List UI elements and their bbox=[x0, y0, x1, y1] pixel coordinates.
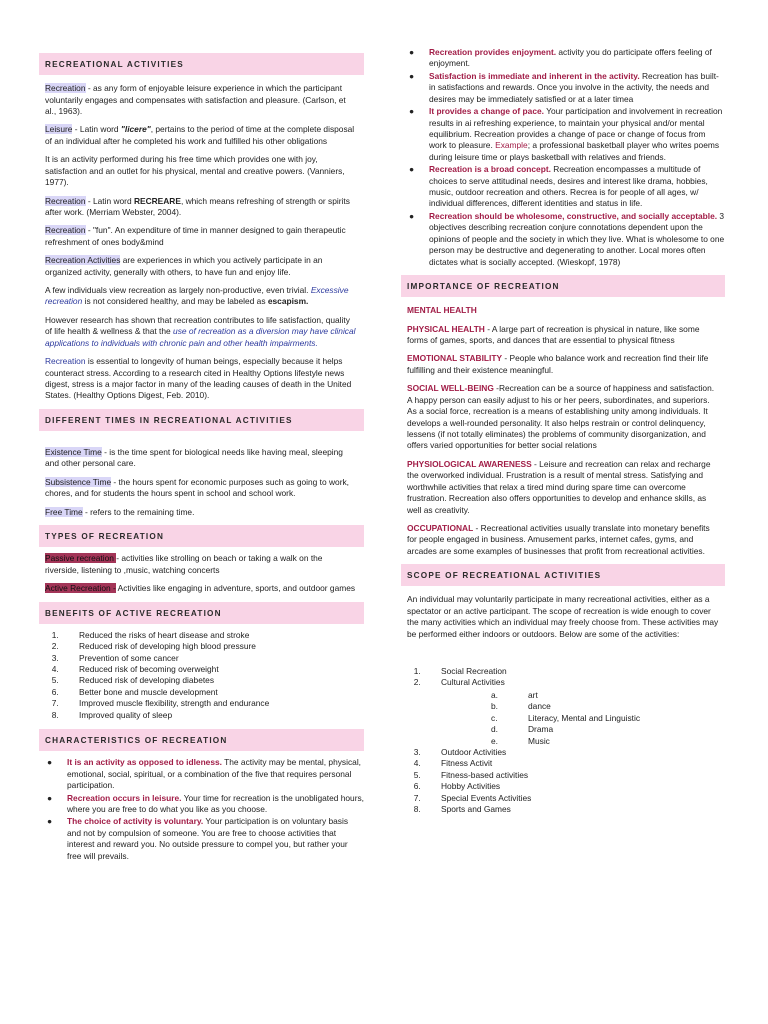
list-item: 3. Outdoor Activities bbox=[423, 747, 725, 758]
list-item: ● It is an activity as opposed to idleness. The activity may be mental, physical, emotional, social, spiritual, or a combination of the five that requires personal participation. bbox=[47, 757, 362, 791]
importance-emotional: EMOTIONAL STABILITY - People who balance work and recreation find their life fulfilling and their existence meaningful. bbox=[407, 353, 709, 375]
list-item: ● The choice of activity is voluntary. Your participation is on voluntary basis and not by compulsion of someone. You are free to choose activities that interest and reward you. No outside pressure to compel you, but rather your free will prevails. bbox=[47, 816, 349, 861]
characteristics-list bbox=[39, 757, 364, 862]
list-item bbox=[491, 713, 725, 724]
definition-recreation-1: Recreation - as any form of enjoyable leisure experience in which the participant voluntarily engages and compensates with satisfaction and pleasure. (Carlson, et al., 1963). bbox=[45, 83, 346, 116]
importance-social: SOCIAL WELL-BEING -Recreation can be a source of happiness and satisfaction. A happy person can easily adjust to his or her peers, subordinates, and superiors. As a social force, recreation is a means of establishing unity among individuals. It develops a well-rounded personality. It also helps restrain or control delinquency, lessens (if not totally eliminates) the problems of community disorganization, and offers varied opportunities for better social relations bbox=[407, 383, 715, 451]
list-item: ● Recreation provides enjoyment. activity you do participate offers feeling of enjoyment. bbox=[409, 47, 712, 69]
list-item: 8. Sports and Games bbox=[423, 804, 725, 815]
list-letter: d. bbox=[491, 724, 498, 735]
list-item: 3. Prevention of some cancer bbox=[61, 653, 364, 664]
paragraph-escapism: A few individuals view recreation as largely non-productive, even trivial. Excessive recreation is not considered healthy, and may be labeled as escapism. bbox=[45, 285, 349, 307]
right-column bbox=[401, 0, 725, 824]
scope-list bbox=[401, 666, 725, 747]
importance-occupational: OCCUPATIONAL - Recreational activities usually translate into monetary benefits for people engaged in business. Amusement parks, internet cafes, gyms, and arcades are some examples of businesses that profit from recreational activities. bbox=[407, 522, 710, 556]
bullet-icon: ● bbox=[409, 164, 415, 175]
section-heading-recreational-activities: RECREATIONAL ACTIVITIES bbox=[39, 53, 364, 75]
section-heading-types: TYPES OF RECREATION bbox=[39, 525, 364, 547]
section-heading-benefits: BENEFITS OF ACTIVE RECREATION bbox=[39, 602, 364, 624]
list-label: dance bbox=[528, 701, 551, 712]
definition-recreation-activities: Recreation Activities are experiences in which you actively participate in an organized activity, generally with others, to have fun and enjoy life. bbox=[45, 255, 323, 277]
list-label: Literacy, Mental and Linguistic bbox=[528, 712, 641, 723]
list-item: ● Satisfaction is immediate and inherent in the activity. Recreation has built-in satisfactions and rewards. Once you involve in the activity, the needs and desires may be immediately satisfied or at a later timea bbox=[409, 70, 719, 104]
list-item: 6. Better bone and muscle development bbox=[61, 687, 364, 698]
list-item: ● It provides a change of pace. Your participation and involvement in recreation results in ai refreshing experience, to maintain your physical and/or mental equilibrium. Recreation provides a change of pace or change of focus from work to pleasure. Example; a professional basketball player who writes poems during leisure time or plays basketball with relatives and friends. bbox=[409, 106, 723, 162]
time-free: Free Time - refers to the remaining time. bbox=[45, 506, 195, 517]
section-heading-characteristics: CHARACTERISTICS OF RECREATION bbox=[39, 729, 364, 751]
list-item: 5. Fitness-based activities bbox=[423, 770, 725, 781]
importance-physical: PHYSICAL HEALTH - A large part of recreation is physical in nature, like some forms of games, sports, and dances that are essential to physical fitness bbox=[407, 323, 700, 346]
bullet-icon: ● bbox=[47, 792, 53, 803]
list-item bbox=[491, 736, 725, 747]
bullet-icon: ● bbox=[409, 106, 415, 117]
type-passive: Passive recreation - activities like strolling on beach or taking a walk on the riverside, listening to ,music, watching concerts bbox=[45, 553, 323, 575]
definition-leisure: Leisure - Latin word "licere", pertains to the period of time at the complete disposal of an individual after he completed his work and fulfilled his other obligations bbox=[45, 124, 355, 146]
list-item: 1. Reduced the risks of heart disease and stroke bbox=[61, 630, 364, 641]
paragraph-longevity: Recreation is essential to longevity of human beings, especially because it helps counteract stress. According to a research cited in Healthy Options lifestyle news digest, stress is a major factor in many of the leading causes of death in the United States. (Healthy Options Digest, Feb. 2010). bbox=[45, 356, 352, 401]
definition-recreation-2: Recreation - Latin word RECREARE, which means refreshing of strength or spirits after work. (Merriam Webster, 2004). bbox=[45, 195, 350, 217]
definition-recreation-3: Recreation - "fun". An expenditure of time in manner designed to gain therapeutic refreshment of ones body&mind bbox=[45, 225, 346, 247]
list-letter: b. bbox=[491, 701, 498, 712]
list-letter: a. bbox=[491, 689, 498, 700]
list-item bbox=[491, 724, 725, 735]
scope-list-continued bbox=[401, 747, 725, 816]
list-item: 2. Reduced risk of developing high blood pressure bbox=[61, 641, 364, 652]
cultural-list bbox=[441, 690, 725, 747]
list-label: Music bbox=[528, 735, 550, 746]
bullet-icon: ● bbox=[409, 210, 415, 221]
list-label: Drama bbox=[528, 724, 554, 735]
list-item bbox=[491, 701, 725, 712]
paragraph-scope: An individual may voluntarily participate in many recreational activities, either as a spectator or an active participant. The scope of recreation is wide enough to cover the many activities which an individual may freely choose from. These activities may be performed either indoors or outdoors. Below are some of the activities: bbox=[407, 594, 719, 639]
importance-physiological: PHYSIOLOGICAL AWARENESS - Leisure and recreation can relax and recharge the overworked individual. Frustration is a result of mental stress. Satisfying and worthwhile activities that relax a tired mind during spare time can overcome frustration. Recreation also offers opportunities to develop and enhance skills, as well as creativity. bbox=[407, 458, 711, 515]
list-item: ● Recreation is a broad concept. Recreation encompasses a multitude of choices to serve attitudinal needs, desires and interest like drama, hobbies, music, outdoor recreation and others. Recrea is for people of all ages, w/ individual differences, different identities and status in life. bbox=[409, 164, 708, 209]
section-heading-importance: IMPORTANCE OF RECREATION bbox=[401, 275, 725, 297]
list-letter: e. bbox=[491, 735, 498, 746]
list-item: 2. Cultural Activities a. art b. dance c. Literacy, Mental and Linguistic d. Drama e. Music bbox=[423, 677, 725, 747]
list-letter: c. bbox=[491, 712, 498, 723]
left-column bbox=[39, 0, 364, 868]
list-item: ● Recreation should be wholesome, constructive, and socially acceptable. 3 objectives describing recreation conjure connotations dependent upon the opinions of people and the society in which they live. What is wholesome to one person may be destructive and degenerating to another. Local mores often dictates what is socially accepted. (Wieskopf, 1978) bbox=[409, 210, 725, 267]
type-active: Active Recreation - Activities like engaging in adventure, sports, and outdoor games bbox=[45, 583, 356, 594]
list-item: 1. Social Recreation bbox=[423, 666, 725, 677]
section-heading-different-times: DIFFERENT TIMES IN RECREATIONAL ACTIVITIES bbox=[39, 409, 364, 431]
bullet-icon: ● bbox=[47, 757, 53, 768]
list-item: 4. Fitness Activit bbox=[423, 758, 725, 769]
list-item: 4. Reduced risk of becoming overweight bbox=[61, 664, 364, 675]
list-item: 7. Improved muscle flexibility, strength and endurance bbox=[61, 698, 364, 709]
list-item: 7. Special Events Activities bbox=[423, 793, 725, 804]
list-item: 8. Improved quality of sleep bbox=[61, 710, 364, 721]
paragraph-activity: It is an activity performed during his free time which provides one with joy, satisfaction and an outlet for his physical, mental and creative powers. (Vanniers, 1977). bbox=[45, 154, 345, 188]
section-heading-scope: SCOPE OF RECREATIONAL ACTIVITIES bbox=[401, 564, 725, 586]
characteristics-list-continued bbox=[401, 47, 725, 268]
time-subsistence: Subsistence Time - the hours spent for economic purposes such as going to work, chores, and for students the hours spent in school and school work. bbox=[45, 476, 349, 499]
paragraph-research: However research has shown that recreation contributes to life satisfaction, quality of life health & wellness & that the use of recreation as a diversion may have clinical applications to individuals with chronic pain and other health impairments. bbox=[45, 314, 356, 348]
subheading-mental-health: MENTAL HEALTH bbox=[407, 305, 477, 316]
time-existence: Existence Time - is the time spent for biological needs like having meal, sleeping and other personal care. bbox=[45, 447, 343, 469]
bullet-icon: ● bbox=[409, 70, 415, 81]
list-item: 5. Reduced risk of developing diabetes bbox=[61, 675, 364, 686]
list-item: ● Recreation occurs in leisure. Your time for recreation is the unobligated hours, where you are free to do what you like as you choose. bbox=[47, 792, 365, 814]
bullet-icon: ● bbox=[47, 816, 53, 827]
list-item bbox=[491, 690, 725, 701]
bullet-icon: ● bbox=[409, 47, 415, 57]
list-label: art bbox=[528, 689, 538, 700]
benefits-list bbox=[39, 630, 364, 721]
list-item: 6. Hobby Activities bbox=[423, 781, 725, 792]
